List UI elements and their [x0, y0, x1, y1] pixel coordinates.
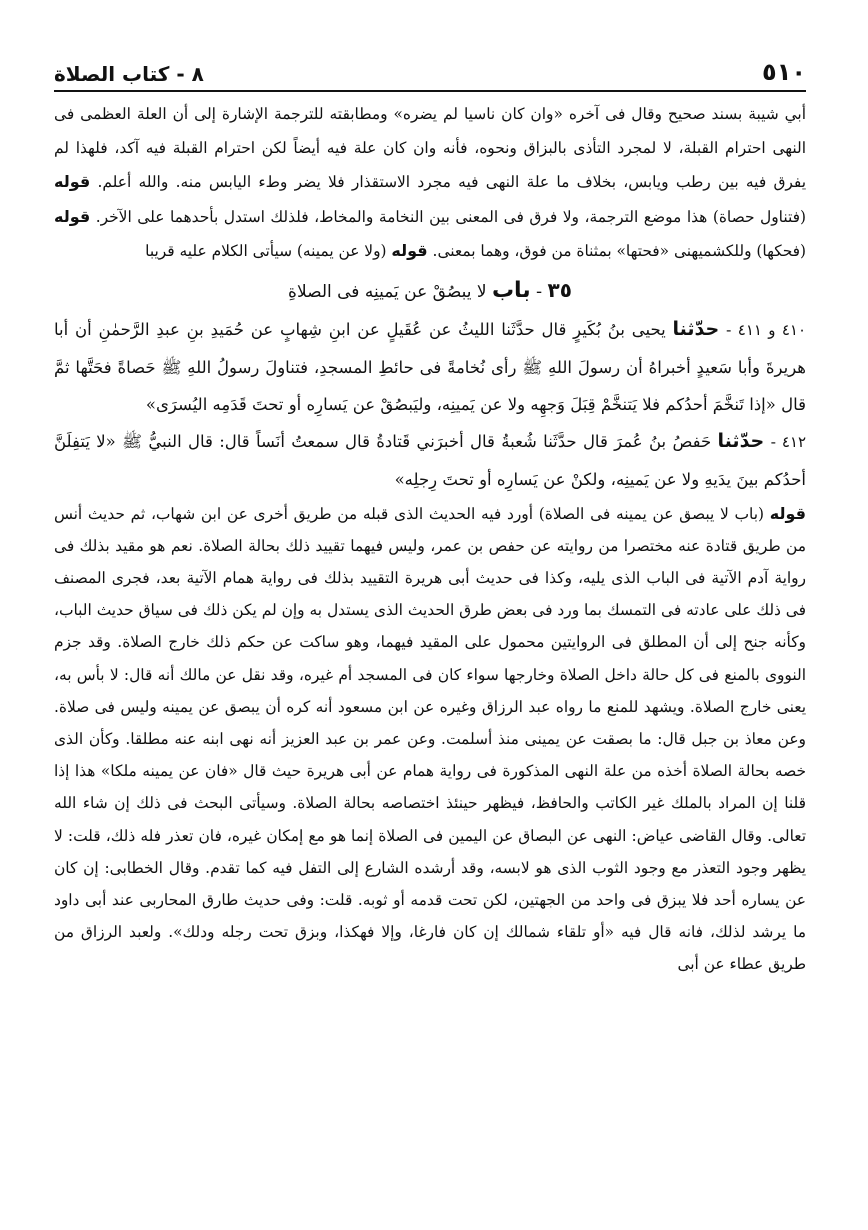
qawluh-marker: قوله [391, 241, 428, 260]
hadith-number: ٤١٠ و ٤١١ - [726, 320, 807, 339]
qawluh-marker: قوله [769, 503, 806, 523]
top-commentary [54, 98, 806, 269]
commentary-text: (ولا عن يمينه) سيأتى الكلام عليه قريبا [145, 242, 387, 260]
qawluh-marker: قوله [54, 206, 91, 226]
page-header [54, 52, 806, 86]
commentary-text: (فحكها) وللكشميهنى «فحتها» بمثناة من فوق، وهما بمعنى. [432, 242, 806, 260]
haddathana-marker: حدّثنا [672, 317, 720, 340]
chapter-bab: باب [491, 277, 531, 303]
qawluh-marker: قوله [54, 172, 91, 191]
haddathana-marker: حدّثنا [717, 429, 765, 452]
hadith-412 [54, 423, 806, 498]
hadith-text: حَفصُ بنُ عُمرَ قال حدَّثَنا شُعبةُ قال أخبرَني قَتادةُ قال سمعتُ أنَساً قال: قال النبيُّ ﷺ «لا يَتفِلَنَّ أحدُكم بينَ يدَيهِ ولا عن يَمينِه، ولكنْ عن يَسارِه أو تحتَ رِجلِه» [54, 431, 806, 489]
commentary-text: أبي شيبة بسند صحيح وقال فى آخره «وان كان ناسيا لم يضره» ومطابقته للترجمة الإشارة إلى أن العلة العظمى فى النهى احترام القبلة، لا لمجرد التأذى بالبزاق ونحوه، فأنه وان كان علة فيه أيضاً لكن احترام القبلة فيه آكد، فلهذا لم يفرق فيه بين رطب ويابس، بخلاف ما علة النهى فيه مجرد الاستقذار فلا يضر وطء اليابس منه. والله أعلم. [54, 105, 806, 191]
commentary-text: (باب لا يبصق عن يمينه فى الصلاة) أورد فيه الحديث الذى قبله من طريق أخرى عن ابن شهاب، ثم حديث أنس من طريق قتادة عنه مختصرا من روايته عن حفص بن عمر، وليس فيهما تقييد ذلك بحالة الصلاة. نعم هو مقيد بذلك فى رواية آدم الآتية فى الباب الذى يليه، وكذا فى حديث أبى هريرة التقييد بذلك فى رواية همام الآتية بعد، فجرى المصنف فى ذلك على عادته فى التمسك بما ورد فى بعض طرق الحديث الذى يستدل به وإن لم يكن ذلك فى سياق حديث الباب، وكأنه جنح إلى أن المطلق فى الروايتين محمول على المقيد فيهما، وهو ساكت عن حكم ذلك خارج الصلاة. وقد جزم النووى بالمنع فى كل حالة داخل الصلاة وخارجها سواء كان فى المسجد أم غيره، وقد نقل عن مالك أنه قال: لا بأس به، يعنى خارج الصلاة. ويشهد للمنع ما رواه عبد الرزاق وغيره عن ابن مسعود أنه كره أن يبصق عن يمينه وليس فى صلاة. وعن معاذ بن جبل قال: ما بصقت عن يمينى منذ أسلمت. وعن عمر بن عبد العزيز أنه نهى ابنه عنه مطلقا. وكأن الذى خصه بحالة الصلاة أخذه من علة النهى المذكورة فى رواية همام عن أبى هريرة حيث قال «فان عن يمينه ملكا» هذا إذا قلنا إن المراد بالملك غير الكاتب والحافظ، فيظهر حينئذ اختصاصه بحالة الصلاة. وسيأتى البحث فى ذلك إن شاء الله تعالى. وقال القاضى عياض: النهى عن البصاق عن اليمين فى الصلاة إنما هو مع إمكان غيره، فان تعذر فله ذلك، قلت: لا يظهر وجود التعذر مع وجود الثوب الذى هو لابسه، وقد أرشده الشارع إلى التفل فيه كما تقدم. وقال الخطابى: إن كان عن يساره أحد فلا يبزق فى واحد من الجهتين، لكن تحت قدمه أو ثوبه. قلت: وفى حديث طارق المحاربى عند أبى داود ما يرشد لذلك، فانه قال فيه «أو تلقاء شمالك إن كان فارغا، وإلا فهكذا، وبزق تحت رجله ودلك». ولعبد الرزاق من طريق عطاء عن أبى [54, 504, 806, 974]
page-body [54, 98, 806, 981]
chapter-title: لا يبصُقْ عن يَمينِه فى الصلاةِ [288, 281, 487, 302]
hadith-number: ٤١٢ - [770, 432, 807, 451]
bottom-commentary [54, 498, 806, 981]
hadith-text: يحيى بنُ بُكَيرٍ قال حدَّثَنا الليثُ عن عُقَيلٍ عن ابنِ شِهابٍ عن حُمَيدِ بنِ عبدِ الرَّحمٰنِ أن أبا هريرةَ وأبا سَعيدٍ أخبراهُ أن رسولَ اللهِ ﷺ رأى نُخامةً فى حائطِ المسجدِ، فتناولَ رسولُ اللهِ ﷺ حَصاةً فحَتَّها ثمَّ قال «إذا تَنخَّمَ أحدُكم فلا يَتنخَّمْ قِبَلَ وَجهِه ولا عن يَمينِه، وليَبصُقْ عن يَسارِه أو تحتَ قَدَمِه اليُسرَى» [54, 319, 806, 414]
hadith-410-411 [54, 311, 806, 423]
chapter-dash: - [536, 281, 543, 302]
page-number: ٥١٠ [762, 58, 806, 86]
header-rule [54, 90, 806, 92]
commentary-text: (فتناول حصاة) هذا موضع الترجمة، ولا فرق فى المعنى بين النخامة والمخاط، فلذلك استدل بأحدهما على الآخر. [95, 207, 806, 226]
running-head: ٨ - كتاب الصلاة [54, 62, 204, 86]
chapter-heading [54, 269, 806, 311]
chapter-number: ٣٥ [547, 277, 572, 302]
